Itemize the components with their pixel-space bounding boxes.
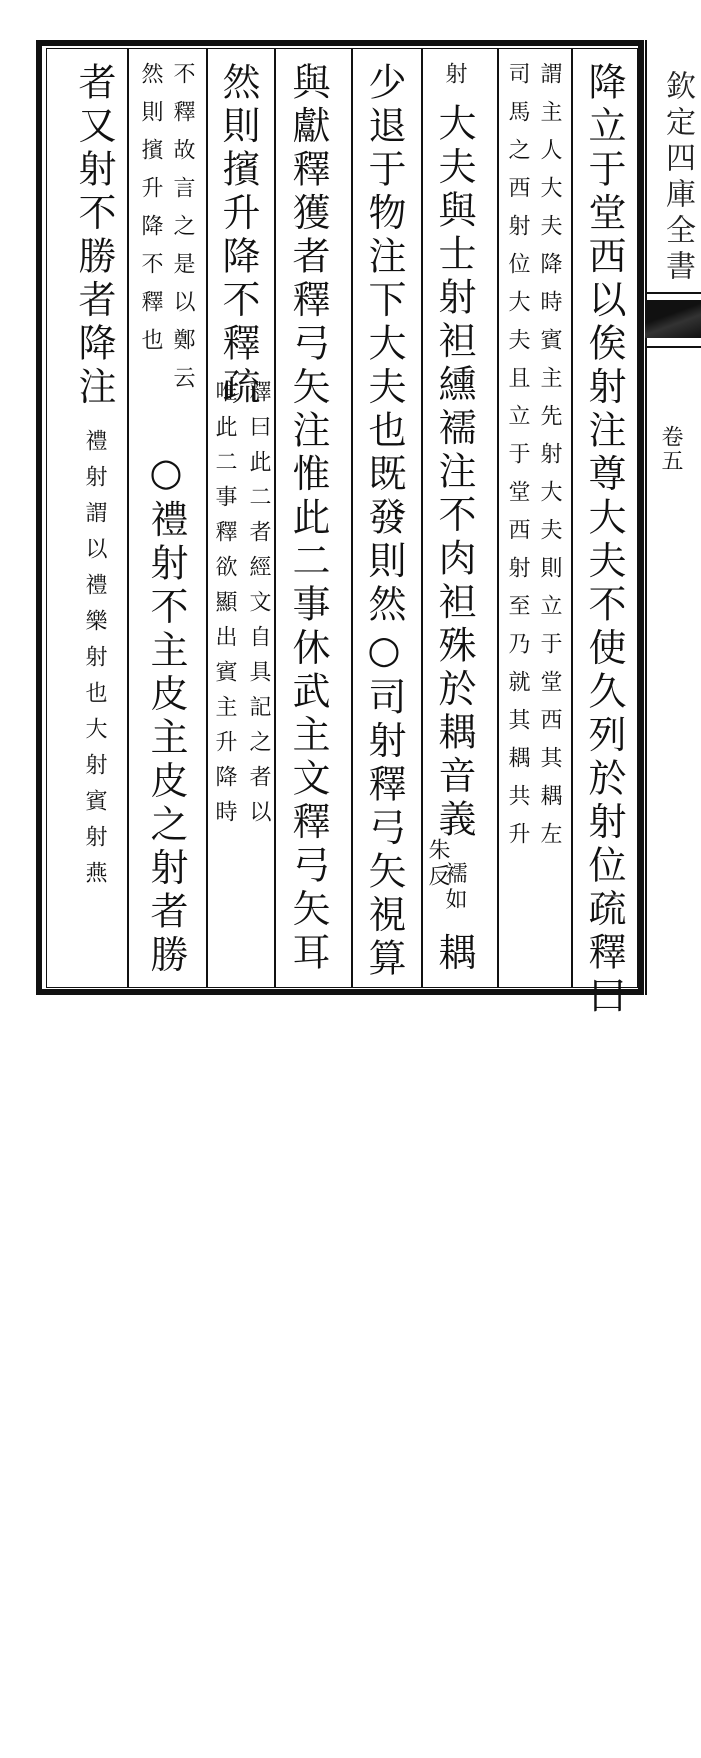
text-column-2: 謂主人大夫降時賓主先射大夫則立于堂西其耦左 xyxy=(537,62,562,860)
text-column-1: 降立于堂西以俟射注尊大夫不使久列於射位疏釋曰 xyxy=(582,62,626,1019)
column-10-note: 禮射謂以禮樂射也大射賓射燕 xyxy=(82,429,107,897)
text-column-9: 然則擯升降不釋也 xyxy=(138,62,163,366)
text-column-6: 與獻釋獲者釋弓矢注惟此二事休武主文釋弓矢耳 xyxy=(286,62,330,976)
column-rule xyxy=(497,48,499,988)
text-column-3: 司馬之西射位大夫且立于堂西射至乃就其耦共升 xyxy=(505,62,530,860)
column-rule xyxy=(351,48,353,988)
margin-juan-label: 卷五 xyxy=(658,425,683,473)
fish-tail-line xyxy=(645,292,701,294)
column-4-lead: 射 xyxy=(442,62,467,84)
column-rule xyxy=(274,48,276,988)
column-10-main: 者又射不勝者降注 xyxy=(72,62,116,410)
column-4-tail: 耦 xyxy=(432,932,476,976)
fish-tail-line xyxy=(645,346,701,348)
text-column-8-note: 不釋故言之是以鄭云 xyxy=(170,62,195,404)
column-7-note-left: 唯此二事釋欲顯出賓主升降時 xyxy=(212,380,237,835)
column-rule xyxy=(206,48,208,988)
column-4-main: 大夫與士射袒纁襦注不肉袒殊於耦音義 xyxy=(432,103,476,843)
column-4-note: 襦如 xyxy=(442,861,467,914)
column-7-note-right: 釋曰此二者經文自具記之者以 xyxy=(246,380,271,835)
text-column-10 xyxy=(72,62,116,982)
column-4-note-left: 朱反 xyxy=(425,838,450,890)
column-rule xyxy=(421,48,423,988)
text-column-5: 少退于物注下大夫也既發則然○司射釋弓矢視算 xyxy=(362,62,406,982)
margin-rule xyxy=(645,40,647,995)
text-column-7: 然則擯升降不釋疏 xyxy=(216,62,260,410)
column-rule xyxy=(127,48,129,988)
margin-book-title: 欽定四庫全書 xyxy=(660,70,695,286)
column-rule xyxy=(571,48,573,988)
fish-tail-ornament xyxy=(645,300,701,338)
text-column-8-main: ○禮射不主皮主皮之射者勝 xyxy=(144,450,188,978)
